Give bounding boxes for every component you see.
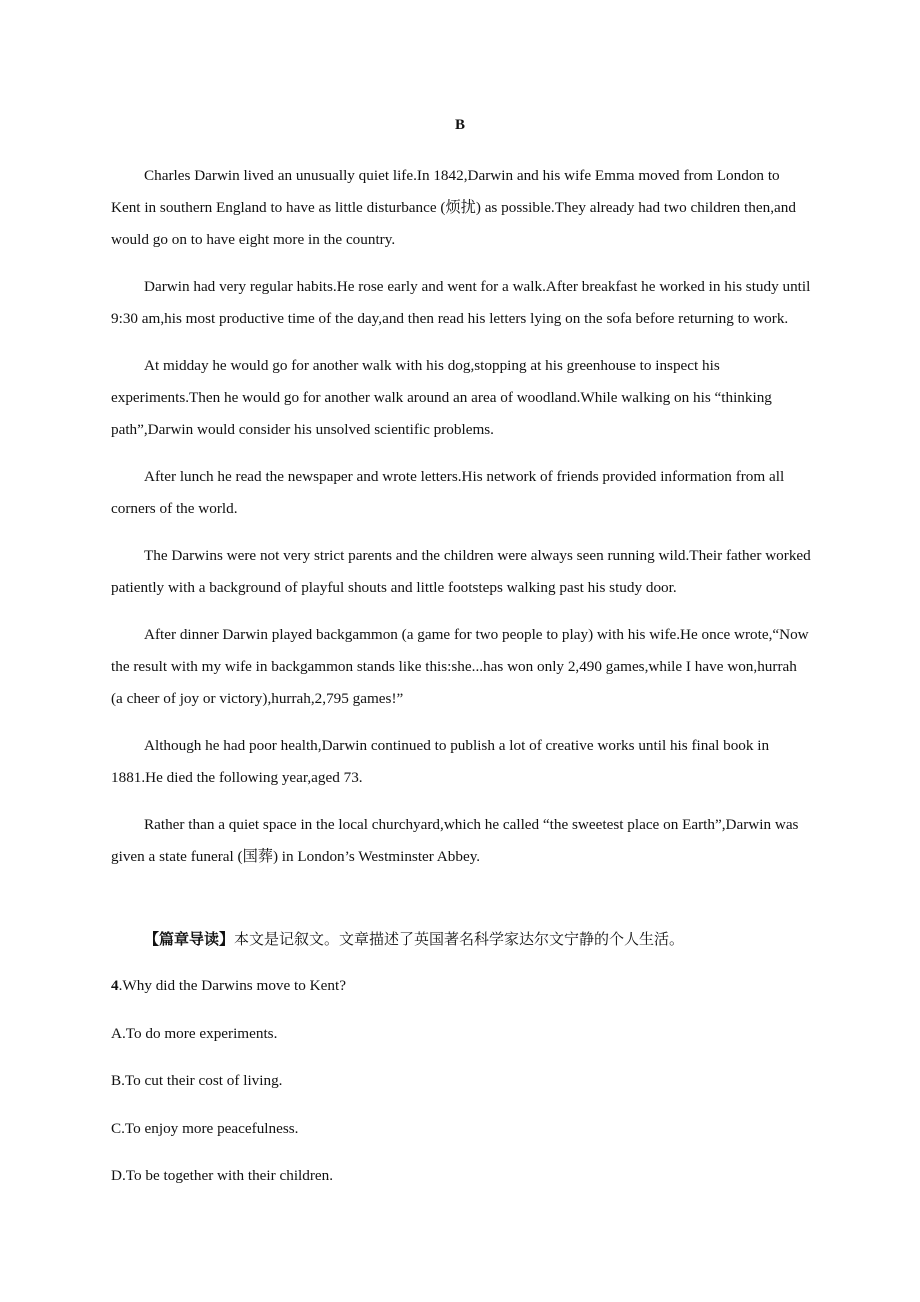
passage-paragraph: Rather than a quiet space in the local churchyard,which he called “the sweetest place on Earth”,Darwin was given a state funeral (国葬) in London’s Westminster Abbey. (111, 816, 799, 865)
option-c: C.To enjoy more peacefulness. (111, 1120, 299, 1137)
passage-paragraph: After dinner Darwin played backgammon (a game for two people to play) with his wife.He once wrote,“Now the result with my wife in backgammon stands like this:she...has won only 2,490 games,while I have won,hurrah (a cheer of joy or victory),hurrah,2,795 games!” (111, 626, 809, 707)
question-number: 4 (111, 977, 119, 994)
option-d: D.To be together with their children. (111, 1167, 334, 1184)
passage-paragraph: Charles Darwin lived an unusually quiet life.In 1842,Darwin and his wife Emma moved from London to Kent in southern England to have as little disturbance (烦扰) as possible.They already had two children then,and would go on to have eight more in the country. (111, 167, 796, 248)
option-a: A.To do more experiments. (111, 1025, 278, 1042)
passage-paragraph: After lunch he read the newspaper and wrote letters.His network of friends provided information from all corners of the world. (111, 468, 785, 517)
passage-paragraph: The Darwins were not very strict parents and the children were always seen running wild.Their father worked patiently with a background of playful shouts and little footsteps walking past his study door. (111, 547, 811, 596)
passage-paragraph: Although he had poor health,Darwin continued to publish a lot of creative works until his final book in 1881.He died the following year,aged 73. (111, 737, 770, 786)
passage-paragraph: At midday he would go for another walk with his dog,stopping at his greenhouse to inspect his experiments.Then he would go for another walk around an area of woodland.While walking on his “thinking path”,Darwin would consider his unsolved scientific problems. (111, 357, 772, 438)
passage-paragraph: Darwin had very regular habits.He rose early and went for a walk.After breakfast he worked in his study until 9:30 am,his most productive time of the day,and then read his letters lying on the sofa before returning to work. (111, 278, 811, 327)
chapter-guide-label: 【篇章导读】 (144, 930, 235, 948)
section-letter: B (454, 117, 465, 133)
chapter-guide (144, 924, 824, 954)
reading-passage (111, 160, 811, 888)
chapter-guide-text: 本文是记叙文。文章描述了英国著名科学家达尔文宁静的个人生活。 (234, 930, 685, 948)
question-text: .Why did the Darwins move to Kent? (118, 977, 346, 994)
question-stem (111, 971, 346, 1001)
option-b: B.To cut their cost of living. (111, 1072, 283, 1089)
